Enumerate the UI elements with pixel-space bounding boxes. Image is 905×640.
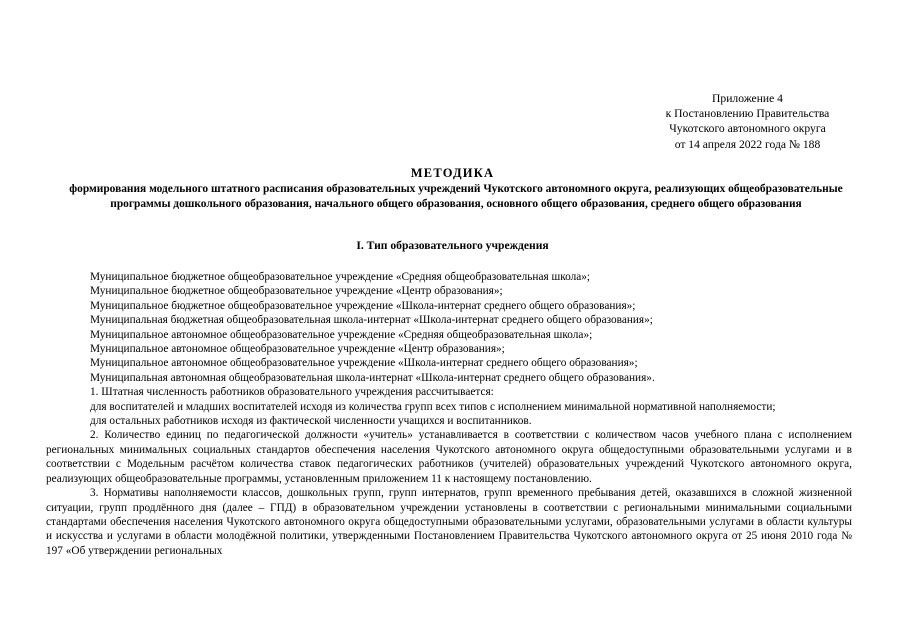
institution-type-item: Муниципальное автономное общеобразовательное учреждение «Средняя общеобразовательная школа»; [90,328,593,341]
institution-type-item: Муниципальная бюджетная общеобразовательная школа-интернат «Школа-интернат среднего общего образования»; [90,314,653,327]
institution-type-item: Муниципальное бюджетное общеобразовательное учреждение «Школа-интернат среднего общего образования»; [90,299,636,312]
appendix-line-2: к Постановлению Правительства [665,107,830,121]
paragraph-1-intro: 1. Штатная численность работников образовательного учреждения рассчитывается: [90,386,494,399]
appendix-line-4: от 14 апреля 2022 года № 188 [674,137,821,151]
appendix-line-1: Приложение 4 [712,92,783,105]
appendix-line-3: Чукотского автономного округа [669,122,826,136]
section-heading: I. Тип образовательного учреждения [356,239,549,252]
document-subtitle: формирования модельного штатного расписания образовательных учреждений Чукотского автономного округа, реализующих общеобразовательные программы дошкольного образования, начального общего образования, основного общего образования, среднего общего образования [69,183,843,210]
paragraph-2: 2. Количество единиц по педагогической должности «учитель» устанавливается в соответствии с количеством часов учебного плана с исполнением региональных минимальных социальных стандартов обеспечения населения Чукотского автономного округа общедоступными образовательными услугами и в соответствии с Модельным расчётом количества ставок педагогических работников (учителей) образовательных учреждений Чукотского автономного округа, реализующих общеобразовательные программы, установленным приложением 11 к настоящему постановлению. [46,429,852,485]
institution-type-item: Муниципальная автономная общеобразовательная школа-интернат «Школа-интернат среднего общего образования». [90,371,655,384]
institution-type-item: Муниципальное автономное общеобразовательное учреждение «Центр образования»; [90,343,505,356]
paragraph-1-other-staff: для остальных работников исходя из фактической численности учащихся и воспитанников. [90,415,532,428]
institution-type-item: Муниципальное автономное общеобразовательное учреждение «Школа-интернат среднего общего образования»; [90,357,638,370]
institution-type-item: Муниципальное бюджетное общеобразовательное учреждение «Средняя общеобразовательная школа»; [90,271,591,283]
institution-type-item: Муниципальное бюджетное общеобразовательное учреждение «Центр образования»; [90,285,503,298]
paragraph-3: 3. Нормативы наполняемости классов, дошкольных групп, групп интернатов, групп временного пребывания детей, оказавшихся в сложной жизненной ситуации, групп продлённого дня (далее – ГПД) в образовательном учреждении установлены в соответствии с региональными минимальными социальными стандартами обеспечения населения Чукотского автономного округа общедоступными образовательными услугами, образовательными услугами в области культуры и искусства и услугами в области молодёжной политики, утвержденными Постановлением Правительства Чукотского автономного округа от 25 июня 2010 года № 197 «Об утверждении региональных [46,487,852,557]
appendix-block [600,91,895,152]
document-title: МЕТОДИКА [410,166,495,180]
document-body [46,270,852,558]
paragraph-1-educators: для воспитателей и младших воспитателей исходя из количества групп всех типов с исполнением минимальной нормативной наполняемости; [90,400,776,413]
